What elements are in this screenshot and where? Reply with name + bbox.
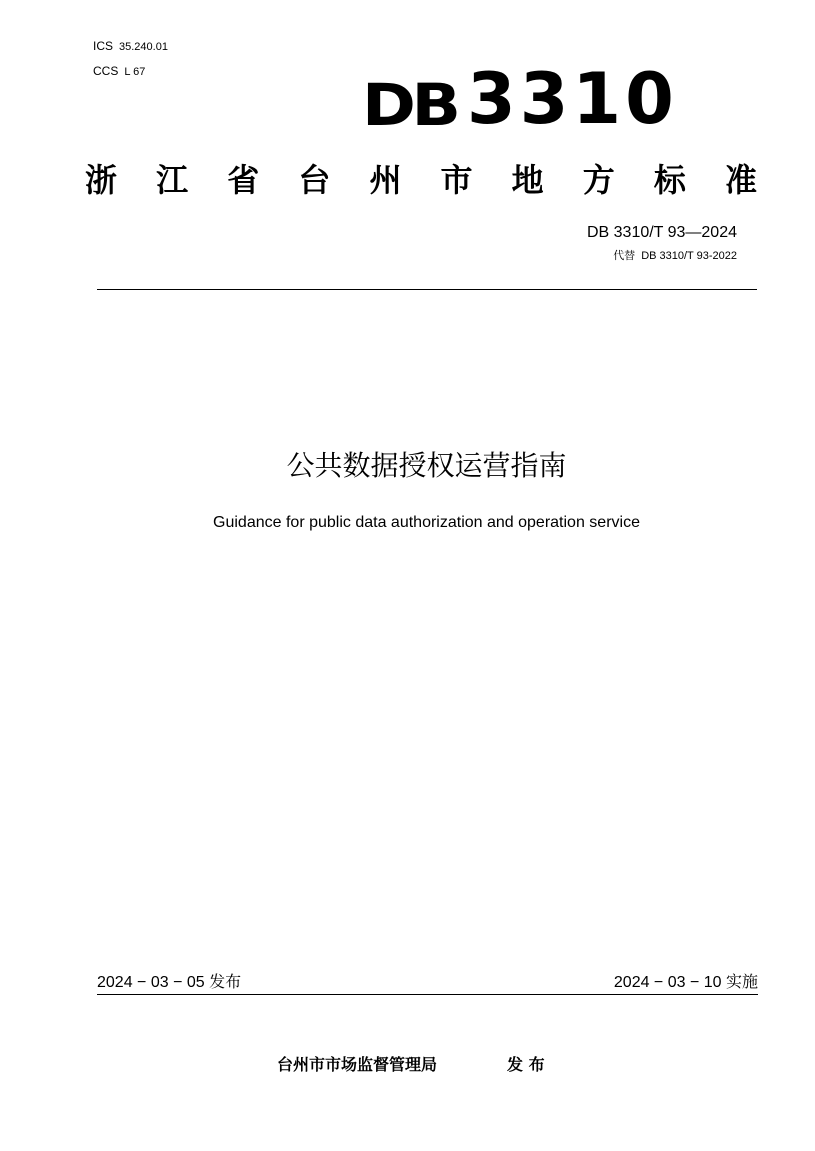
ics-line (93, 39, 168, 54)
category-char: 州 (369, 161, 402, 199)
title-chinese: 公共数据授权运营指南 (286, 449, 567, 482)
replaces-code: DB 3310/T 93-2022 (641, 250, 737, 262)
ccs-value: L 67 (124, 66, 146, 78)
implementation-date: 2024 − 03 − 10 实施 (613, 974, 758, 991)
ccs-line (93, 64, 145, 79)
category-char: 标 (653, 161, 686, 199)
ics-value: 35.240.01 (119, 41, 168, 53)
category-char: 准 (724, 161, 757, 199)
standard-code: DB 3310/T 93—2024 (586, 224, 737, 241)
category-char: 浙 (85, 161, 118, 199)
category-char: 市 (440, 161, 473, 199)
replaces-label: 代替 (613, 250, 636, 262)
publisher-name: 台州市市场监督管理局 (277, 1055, 438, 1074)
standard-mark-prefix: DB (362, 71, 457, 139)
publisher-action: 发 布 (507, 1055, 545, 1074)
ccs-label: CCS (93, 64, 119, 78)
standard-category-heading (85, 158, 757, 202)
replaces-line (613, 248, 737, 264)
standard-mark (362, 58, 702, 140)
category-char: 江 (156, 161, 189, 199)
ics-label: ICS (93, 39, 114, 53)
category-char: 省 (227, 161, 260, 199)
top-divider (97, 289, 757, 290)
category-char: 地 (511, 161, 544, 199)
issue-date: 2024 − 03 − 05 发布 (97, 974, 242, 991)
category-char: 方 (582, 161, 615, 199)
category-char: 台 (298, 161, 331, 199)
title-english: Guidance for public data authorization and operation service (213, 514, 640, 531)
standard-mark-number: 3310 (467, 58, 678, 140)
bottom-divider (97, 994, 758, 995)
